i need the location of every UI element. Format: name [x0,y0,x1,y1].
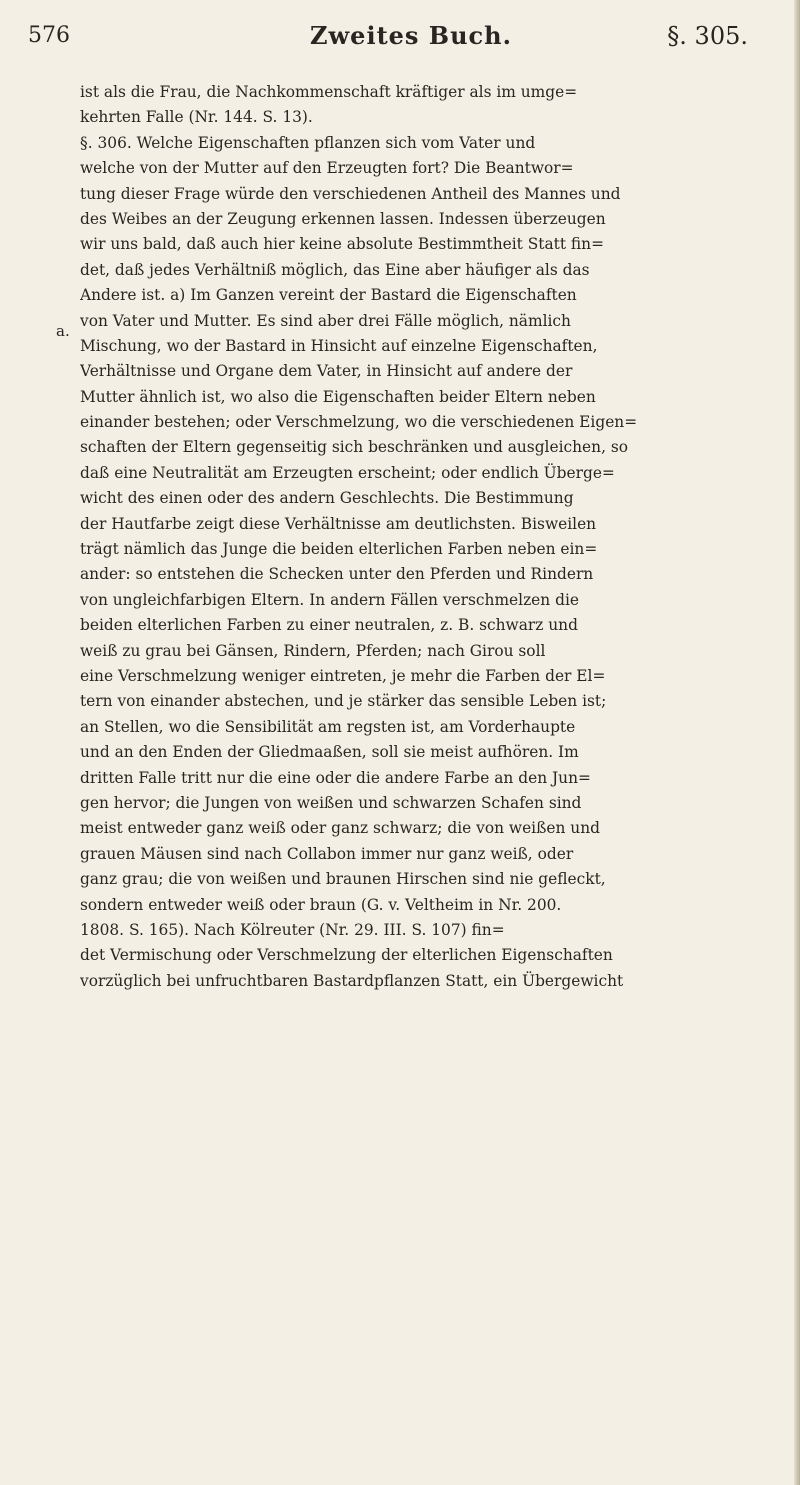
text-line: tung dieser Frage würde den verschiedenen Antheil des Mannes und [80,184,621,203]
text-line: von Vater und Mutter. Es sind aber drei Fälle möglich, nämlich [80,311,571,330]
text-line: einander bestehen; oder Verschmelzung, wo die verschiedenen Eigen= [80,413,638,432]
text-line: Andere ist. a) Im Ganzen vereint der Bastard die Eigenschaften [80,286,577,305]
text-line: daß eine Neutralität am Erzeugten erscheint; oder endlich Überge= [80,463,615,482]
text-line: dritten Falle tritt nur die eine oder die andere Farbe an den Jun= [80,768,591,787]
text-line: meist entweder ganz weiß oder ganz schwarz; die von weißen und [80,819,600,838]
text-line: kehrten Falle (Nr. 144. S. 13). [80,108,313,127]
text-line: von ungleichfarbigen Eltern. In andern Fällen verschmelzen die [80,590,579,609]
body-text [80,80,752,994]
margin-mark: a. [56,322,70,340]
text-line: Mischung, wo der Bastard in Hinsicht auf einzelne Eigenschaften, [80,336,598,355]
text-line: des Weibes an der Zeugung erkennen lassen. Indessen überzeugen [80,209,606,228]
text-line: an Stellen, wo die Sensibilität am regsten ist, am Vorderhaupte [80,717,576,736]
text-line: §. 306. Welche Eigenschaften pflanzen sich vom Vater und [80,133,536,152]
text-line: beiden elterlichen Farben zu einer neutralen, z. B. schwarz und [80,616,578,635]
text-line: schaften der Eltern gegenseitig sich beschränken und ausgleichen, so [80,438,629,457]
text-line: und an den Enden der Gliedmaaßen, soll sie meist aufhören. Im [80,743,579,762]
text-line: ander: so entstehen die Schecken unter den Pferden und Rindern [80,565,594,584]
text-line: trägt nämlich das Junge die beiden elterlichen Farben neben ein= [80,540,598,559]
text-line: ganz grau; die von weißen und braunen Hirschen sind nie gefleckt, [80,870,606,889]
text-line: ist als die Frau, die Nachkommenschaft kräftiger als im umge= [80,83,578,101]
text-line: sondern entweder weiß oder braun (G. v. Veltheim in Nr. 200. [80,895,562,914]
text-line: wir uns bald, daß auch hier keine absolute Bestimmtheit Statt fin= [80,235,604,254]
text-line: vorzüglich bei unfruchtbaren Bastardpflanzen Statt, ein Übergewicht [80,971,624,990]
page-number: 576 [28,23,70,48]
text-line: wicht des einen oder des andern Geschlechts. Die Bestimmung [80,489,574,508]
section-number: §. 305. [667,22,748,50]
text-line: weiß zu grau bei Gänsen, Rindern, Pferden; nach Girou soll [80,641,546,660]
text-line: 1808. S. 165). Nach Kölreuter (Nr. 29. III. S. 107) fin= [80,920,505,939]
text-line: det, daß jedes Verhältniß möglich, das Eine aber häufiger als das [80,260,590,279]
text-line: gen hervor; die Jungen von weißen und schwarzen Schafen sind [80,793,582,812]
text-line: det Vermischung oder Verschmelzung der elterlichen Eigenschaften [80,946,613,965]
text-line: Mutter ähnlich ist, wo also die Eigenschaften beider Eltern neben [80,387,596,406]
text-line: eine Verschmelzung weniger eintreten, je mehr die Farben der El= [80,666,606,685]
text-line: Verhältnisse und Organe dem Vater, in Hinsicht auf andere der [80,362,573,381]
text-line: tern von einander abstechen, und je stärker das sensible Leben ist; [80,692,607,711]
text-line: der Hautfarbe zeigt diese Verhältnisse am deutlichsten. Bisweilen [80,514,597,533]
text-line: grauen Mäusen sind nach Collabon immer nur ganz weiß, oder [80,844,574,863]
running-title: Zweites Buch. [310,21,512,50]
page-header [28,16,748,56]
text-line: welche von der Mutter auf den Erzeugten fort? Die Beantwor= [80,159,574,178]
page-edge [794,0,800,1485]
